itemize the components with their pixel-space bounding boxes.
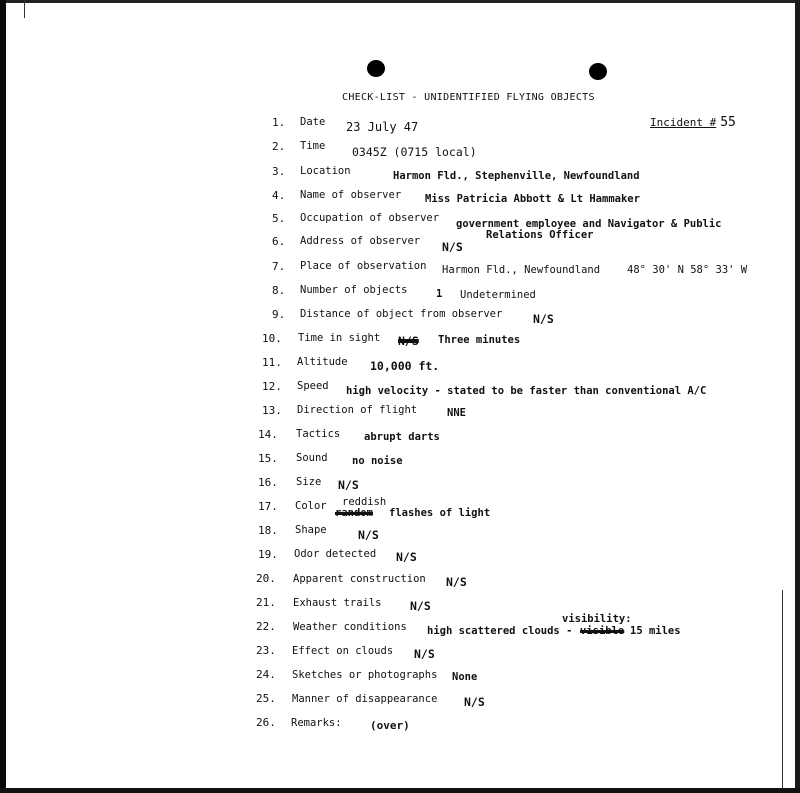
item-answer: high scattered clouds - [427, 625, 573, 637]
item-number: 9. [272, 308, 286, 321]
item-label: Apparent construction [293, 573, 426, 585]
item-number: 13. [262, 404, 282, 417]
item-answer: 0345Z (0715 local) [352, 145, 477, 159]
item-answer: Miss Patricia Abbott & Lt Hammaker [425, 193, 640, 205]
item-answer: NNE [447, 407, 466, 419]
item-label: Occupation of observer [300, 212, 440, 224]
item-label: Altitude [297, 356, 348, 368]
item-number: 24. [256, 668, 276, 681]
item-label: Distance of object from observer [300, 308, 503, 320]
item-number: 12. [262, 380, 282, 393]
item-answer: 10,000 ft. [370, 359, 440, 373]
item-number: 6. [272, 235, 286, 248]
item-answer: N/S [396, 550, 417, 564]
item-label: Sound [296, 452, 328, 464]
item-number: 3. [272, 165, 286, 178]
item-answer: N/S [410, 599, 431, 613]
item-label: Name of observer [300, 189, 402, 201]
item-label: Odor detected [294, 548, 377, 560]
item-answer-struck: visible [580, 625, 625, 637]
item-label: Exhaust trails [293, 597, 382, 609]
item-answer: N/S [338, 478, 359, 492]
item-label: Time [300, 140, 326, 152]
item-answer: 23 July 47 [346, 120, 419, 134]
item-number: 11. [262, 356, 282, 369]
item-answer: Undetermined [460, 289, 536, 301]
item-answer: no noise [352, 455, 403, 467]
item-number: 14. [258, 428, 278, 441]
item-number: 22. [256, 620, 276, 633]
item-answer: Harmon Fld., Stephenville, Newfoundland [393, 170, 640, 182]
item-label: Place of observation [300, 260, 427, 272]
item-answer: Three minutes [438, 334, 521, 346]
item-number: 19. [258, 548, 278, 561]
item-answer-insert: visibility: [562, 613, 632, 625]
item-answer: N/S [442, 240, 463, 254]
item-answer: N/S [464, 695, 485, 709]
item-answer: government employee and Navigator & Public [456, 218, 722, 230]
item-label: Time in sight [298, 332, 381, 344]
item-answer-mark: 1 [436, 288, 443, 300]
item-answer: Harmon Fld., Newfoundland [442, 264, 601, 276]
item-number: 2. [272, 140, 286, 153]
item-answer: N/S [446, 575, 467, 589]
incident-number [650, 115, 736, 130]
item-answer-coordinates: 48° 30' N 58° 33' W [627, 264, 748, 276]
punch-hole [589, 63, 607, 80]
item-label: Speed [297, 380, 329, 392]
item-label: Location [300, 165, 351, 177]
item-label: Address of observer [300, 235, 421, 247]
item-label: Manner of disappearance [292, 693, 438, 705]
item-label: Direction of flight [297, 404, 418, 416]
item-number: 1. [272, 116, 286, 129]
item-answer: (over) [370, 719, 410, 732]
item-number: 20. [256, 572, 276, 585]
scan-artifact-line [782, 590, 783, 788]
item-number: 16. [258, 476, 278, 489]
item-label: Sketches or photographs [292, 669, 438, 681]
incident-label: Incident # [650, 116, 717, 129]
item-label: Tactics [296, 428, 341, 440]
item-answer-continued: Relations Officer [486, 229, 594, 241]
punch-hole [367, 60, 385, 77]
item-number: 8. [272, 284, 286, 297]
incident-value: 55 [720, 115, 736, 130]
item-number: 26. [256, 716, 276, 729]
item-label: Effect on clouds [292, 645, 394, 657]
scan-edge-top [0, 0, 800, 3]
item-answer: None [452, 671, 478, 683]
item-answer-struck: N/S [398, 334, 419, 348]
item-answer: N/S [414, 647, 435, 661]
item-number: 15. [258, 452, 278, 465]
item-label: Shape [295, 524, 327, 536]
item-number: 21. [256, 596, 276, 609]
item-label: Remarks: [291, 717, 342, 729]
item-label: Number of objects [300, 284, 408, 296]
item-answer-insert: reddish [342, 496, 387, 508]
item-number: 18. [258, 524, 278, 537]
item-number: 23. [256, 644, 276, 657]
item-number: 25. [256, 692, 276, 705]
item-answer: high velocity - stated to be faster than conventional A/C [346, 385, 707, 397]
item-number: 5. [272, 212, 286, 225]
form-title: CHECK-LIST - UNIDENTIFIED FLYING OBJECTS [342, 92, 595, 103]
item-answer: N/S [533, 312, 554, 326]
item-label: Color [295, 500, 327, 512]
item-number: 10. [262, 332, 282, 345]
item-number: 4. [272, 189, 286, 202]
scan-artifact-line [24, 0, 25, 18]
scan-edge-bottom [0, 788, 800, 793]
scan-edge-right [795, 0, 800, 793]
item-answer: flashes of light [389, 507, 491, 519]
scan-edge-left [0, 0, 6, 793]
item-answer: abrupt darts [364, 431, 440, 443]
item-answer-tail: 15 miles [630, 625, 681, 637]
item-label: Weather conditions [293, 621, 407, 633]
item-answer: N/S [358, 528, 379, 542]
item-label: Size [296, 476, 322, 488]
item-answer-struck: random [335, 507, 373, 519]
item-label: Date [300, 116, 326, 128]
item-number: 7. [272, 260, 286, 273]
item-number: 17. [258, 500, 278, 513]
